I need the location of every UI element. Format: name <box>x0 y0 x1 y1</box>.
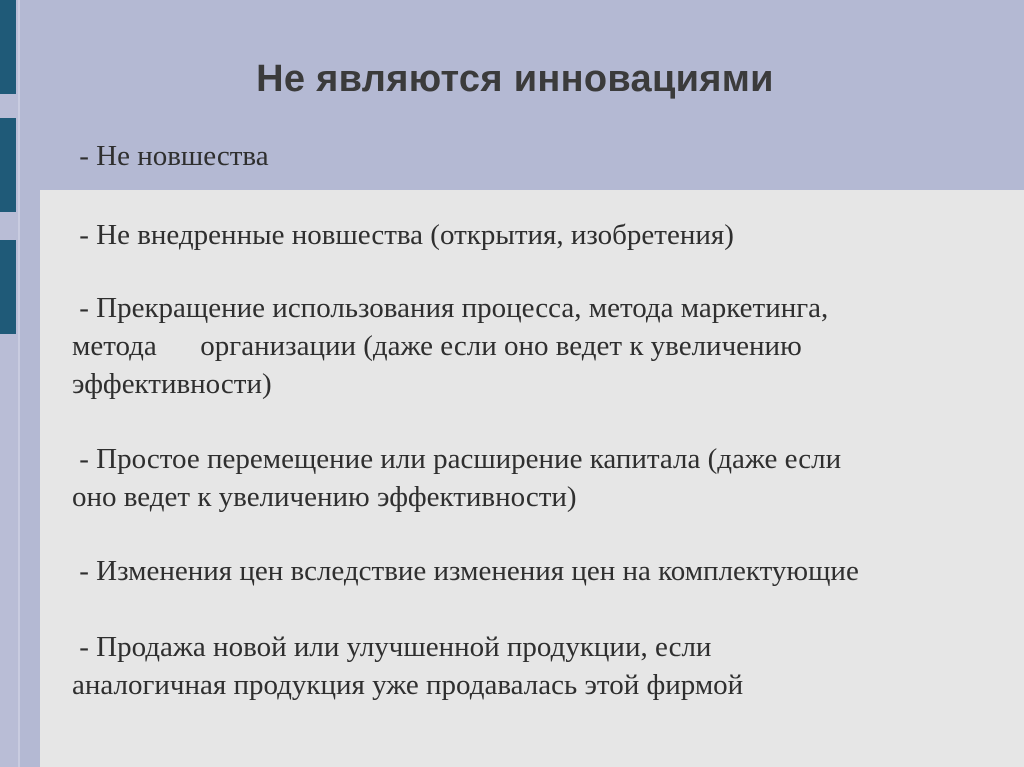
left-divider <box>18 0 20 767</box>
list-item: - Прекращение использования процесса, метода маркетинга, метода организации (даже если оно ведет к увеличению эффективности) <box>72 292 829 400</box>
list-item: - Изменения цен вследствие изменения цен на комплектующие <box>72 555 859 587</box>
list-item: - Не новшества <box>72 140 269 172</box>
left-decoration-strip <box>0 0 18 767</box>
list-item: - Продажа новой или улучшенной продукции, если аналогичная продукция уже продавалась этой фирмой <box>72 631 744 701</box>
slide-title: Не являются инновациями <box>256 58 774 100</box>
accent-bar-middle <box>0 118 16 212</box>
list-item: - Простое перемещение или расширение капитала (даже если оно ведет к увеличению эффективности) <box>72 443 842 513</box>
list-item: - Не внедренные новшества (открытия, изобретения) <box>72 219 734 251</box>
accent-bar-bottom <box>0 240 16 334</box>
